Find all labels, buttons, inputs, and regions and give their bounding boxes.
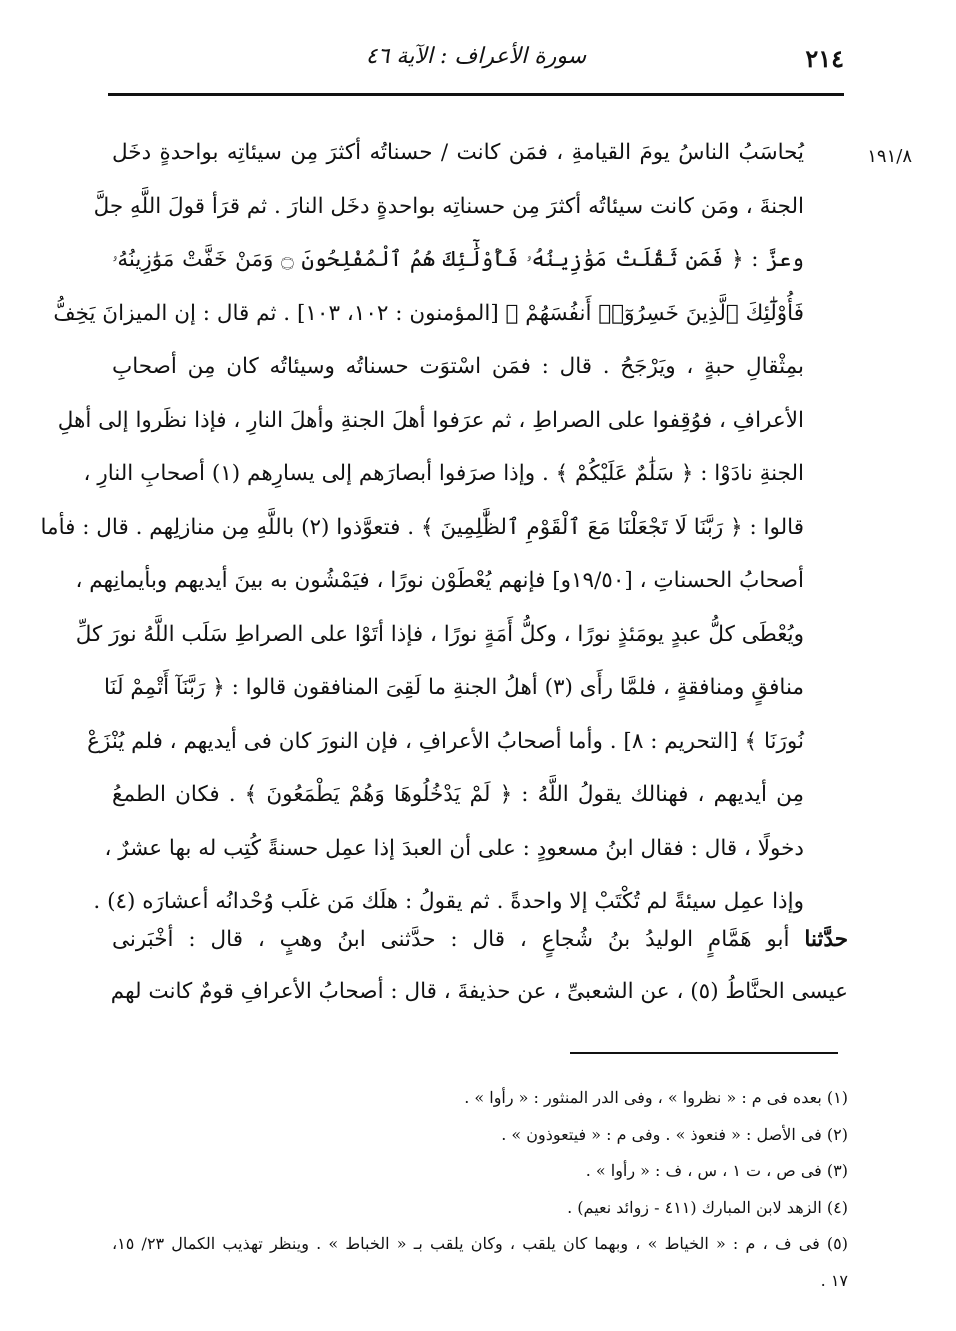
text-line: يُحاسَبُ الناسُ يومَ القيامةِ ، فمَن كانت / حسناتُه أكثرَ مِن سيئاتِه بواحدةٍ دخَل <box>112 140 804 165</box>
text-line: عيسى الحنَّاطُ (٥) ، عن الشعبىِّ ، عن حذيفةَ ، قال : أصحابُ الأعرافِ قومٌ كانت لهم <box>110 979 848 1004</box>
text-line: الجنةَ ، ومَن كانت سيئاتُه أكثرَ مِن حسناتِه بواحدةٍ دخَل النارَ . ثم قرَأ قولَ اللَّهِ جلَّ <box>93 193 804 219</box>
text-line: قالوا : ﴿ رَبَّنَا لَا تَجْعَلْنَا مَعَ ٱلْقَوْمِ ٱلظَّٰلِمِينَ ﴾ . فتعوَّذوا (٢) باللَّهِ مِن منازلِهم . قال : فأما <box>40 514 804 540</box>
header-divider <box>108 93 844 96</box>
footnote-divider <box>570 1052 838 1054</box>
footnote: (٢) فى الأصل : « فنعوذ » . وفى م : « فيتعوذون » . <box>501 1124 848 1144</box>
text-line: نُورَنَا ﴾ [التحريم : ٨] . وأما أصحابُ الأعرافِ ، فإن النورَ كان فى أيديهم ، فلم يُنْزَعْ <box>87 728 804 754</box>
hadith-opener: حدَّثنا <box>804 927 848 952</box>
text-line: مِن أيديهم ، فهنالك يقولُ اللَّهُ : ﴿ لَمْ يَدْخُلُوهَا وَهُمْ يَطْمَعُونَ ﴾ . فكان الطمعُ <box>112 782 804 807</box>
text-line-rest: أبو هَمَّامٍ الوليدُ بنُ شُجاعٍ ، قال : حدَّثنى ابنُ وهبٍ ، قال : أخْبَرنى <box>112 927 805 952</box>
text-line <box>112 914 848 966</box>
text-line: الجنةِ نادَوْا : ﴿ سَلَٰمٌ عَلَيْكُمْ ﴾ . وإذا صرَفوا أبصارَهم إلى يسارِهم (١) أصحابِ النارِ ، <box>83 461 804 486</box>
margin-volume-page-reference: ١٩١/٨ <box>867 146 912 167</box>
footnotes <box>112 1080 848 1299</box>
footnote: (١) بعده فى م : « نظروا » ، وفى الدر المنثور : « رأوا » . <box>464 1088 848 1107</box>
text-line: بمِثْقالِ حبةٍ ، ويَرْجَحُ . قال : فمَن اسْتوَت حسناتُه وسيئاتُه كان مِن أصحابِ <box>112 354 804 379</box>
text-line: الأعرافِ ، فوُقِفوا على الصراطِ ، ثم عرَفوا أهلَ الجنةِ وأهلَ النارِ ، فإذا نظَروا إلى أهلِ <box>57 407 804 433</box>
text-line: وعزَّ : ﴿ فَمَن ثَقُلَتْ مَوَٰزِينُهُۥ فَأُوْلَٰٓئِكَ هُمُ ٱلْمُفْلِحُونَ ۝ وَمَنْ خَفَّتْ مَوَٰزِينُهُۥ <box>112 247 804 272</box>
text-line: ويُعْطَى كلُّ عبدٍ يومَئذٍ نورًا ، وكلُّ أَمَةٍ نورًا ، فإذا أتَوْا على الصراطِ سَلَب اللَّهُ نورَ كلِّ <box>75 621 804 647</box>
text-line: منافقٍ ومنافقةٍ ، فلمَّا رأَى (٣) أهلُ الجنةِ ما لَقِىَ المنافقون قالوا : ﴿ رَبَّنَآ أَتْمِمْ لَنَا <box>103 675 804 700</box>
text-line: دخولًا ، قال : فقال ابنُ مسعودٍ : على أن العبدَ إذا عمِل حسنةً كُتِب له بها عشرٌ ، <box>104 835 804 861</box>
second-paragraph <box>112 914 848 1018</box>
footnote-continuation: ١٧ . <box>820 1270 848 1290</box>
footnote: (٣) فى ص ، ت ١ ، س ، ف : « رأوا » . <box>585 1161 848 1180</box>
text-line: أصحابُ الحسناتِ ، [١٩/٥٠و] فإنهم يُعْطَوْن نورًا ، فيَمْشُون به بينَ أيديهم وبأيمانِهم ، <box>75 568 804 593</box>
text-line: فَأُوْلَٰٓئِكَ ٱلَّذِينَ خَسِرُوٓا۟ أَنفُسَهُمْ ﴾ [المؤمنون : ١٠٢، ١٠٣] . ثم قال : إن الميزانَ يَخِفُّ <box>53 300 804 326</box>
running-title: سورة الأعراف : الآية ٤٦ <box>365 44 587 69</box>
main-paragraph <box>40 126 804 929</box>
text-line: وإذا عمِل سيئةً لم تُكْتَبْ إلا واحدةً . ثم يقولُ : هلَك مَن غلَب وُحْدانُه أعشارَه (٤) . <box>93 889 804 914</box>
footnote: (٤) الزهد لابن المبارك (٤١١ - زوائد نعيم) . <box>567 1197 848 1217</box>
footnote: (٥) فى ف ، م : « الخياط » ، وبهما كان يلقب ، وكان يلقب بـ « الخباط » . وينظر تهذيب الكمال ٢٣/ ١٥، <box>112 1234 848 1253</box>
page-header <box>108 40 844 80</box>
page-number: ٢١٤ <box>805 44 844 73</box>
